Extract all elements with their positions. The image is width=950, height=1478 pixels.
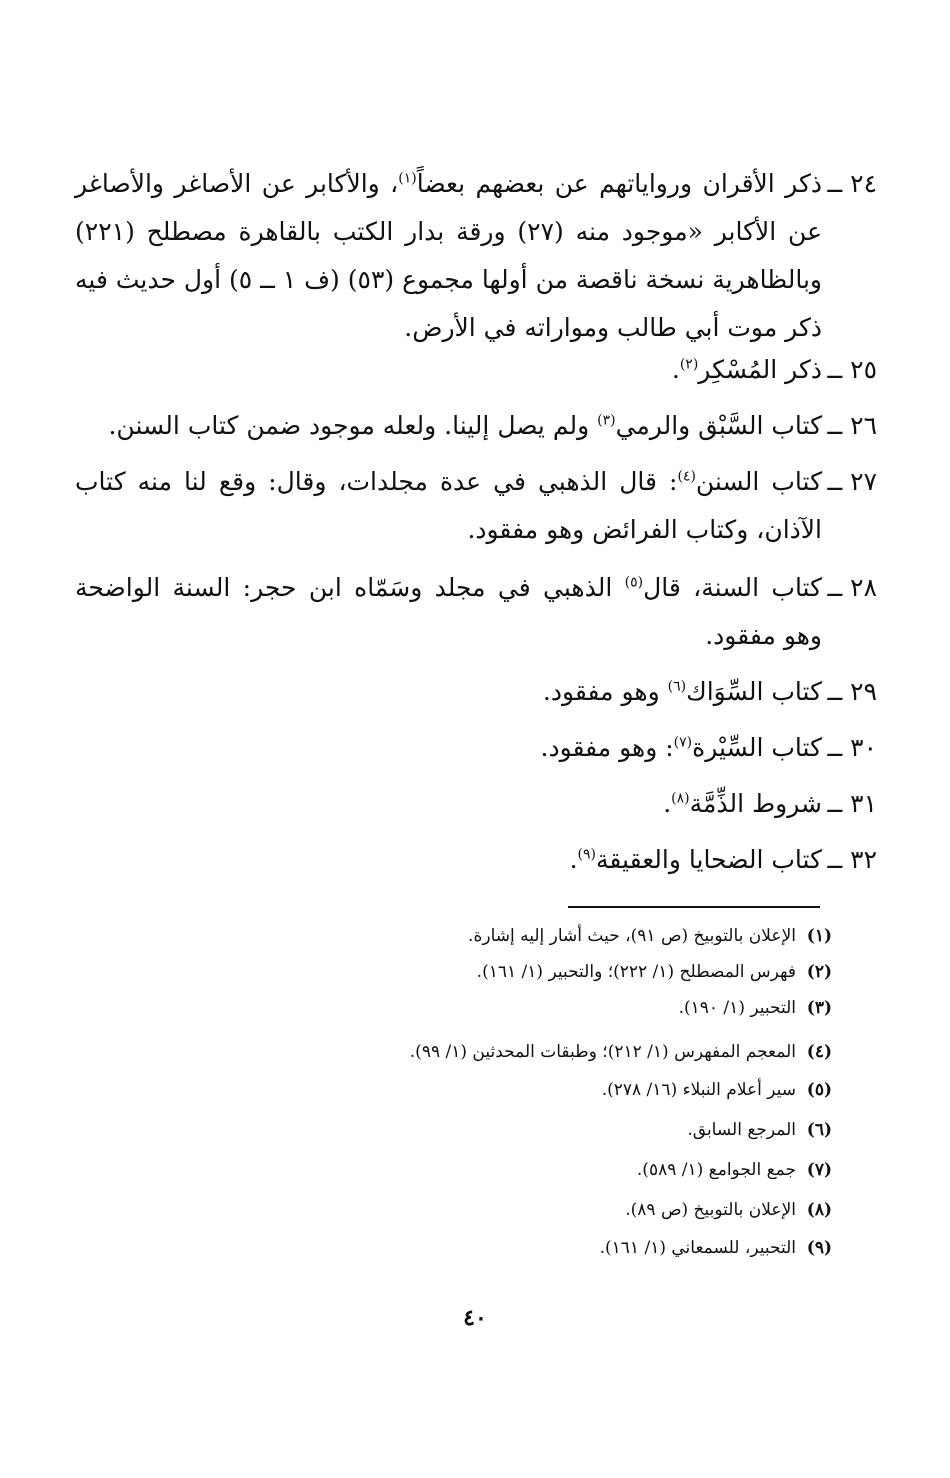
footnote-4: [410, 1040, 832, 1064]
entry-number: ٣١ ــ: [827, 789, 877, 818]
entry-number: ٢٩ ــ: [827, 677, 877, 706]
entry-text: كتاب السِّوَاك: [686, 677, 822, 706]
entry-number: ٢٤ ــ: [827, 169, 877, 198]
footnote-text: التحبير، للسمعاني (١/ ١٦١).: [599, 1238, 796, 1258]
entry-text: كتاب السنن: [695, 467, 822, 496]
entry-text: كتاب السِّيْرة: [692, 733, 822, 762]
footnote-ref: (٣): [597, 412, 616, 429]
footnote-text: المعجم المفهرس (١/ ٢١٢)؛ وطبقات المحدثين (١/ ٩٩).: [409, 1042, 796, 1062]
entry-number: ٣٢ ــ: [827, 845, 877, 874]
footnote-number: (٤): [806, 1042, 832, 1062]
entry-31: [75, 780, 877, 828]
entry-27: [75, 458, 877, 554]
entry-text-cont: وهو مفقود.: [542, 677, 668, 706]
footnote-number: (٧): [806, 1160, 832, 1180]
footnote-number: (٩): [806, 1238, 832, 1258]
entry-text-cont: .: [663, 789, 672, 818]
footnote-ref: (١): [398, 170, 417, 187]
footnote-2: [477, 960, 832, 984]
footnote-number: (٦): [806, 1120, 832, 1140]
footnote-number: (٣): [806, 998, 832, 1018]
footnote-text: جمع الجوامع (١/ ٥٨٩).: [636, 1160, 796, 1180]
entry-text: كتاب السنة، قال: [643, 573, 823, 602]
entry-number: ٢٦ ــ: [827, 411, 877, 440]
entry-text: شروط الذِّمَّة: [689, 789, 822, 818]
footnote-ref: (٩): [577, 846, 596, 863]
footnote-6: [687, 1118, 832, 1142]
entry-number: ٢٥ ــ: [827, 355, 877, 384]
footnote-divider: [568, 906, 820, 908]
footnote-8: [625, 1198, 832, 1222]
entry-32: [75, 836, 877, 884]
footnote-number: (٥): [806, 1080, 832, 1100]
entry-text: ذكر الأقران ورواياتهم عن بعضهم بعضاً: [416, 169, 822, 198]
footnote-number: (٢): [806, 962, 832, 982]
entry-text-cont: : وهو مفقود.: [540, 733, 674, 762]
entry-25: [75, 346, 877, 394]
entry-text: كتاب السَّبْق والرمي: [615, 411, 822, 440]
footnote-ref: (٥): [624, 574, 644, 591]
entry-number: ٣٠ ــ: [827, 733, 877, 762]
entry-28: [75, 564, 877, 660]
footnote-text: المرجع السابق.: [687, 1120, 796, 1140]
entry-text-cont: ، والأكابر عن الأصاغر والأصاغر عن الأكابر «موجود منه (٢٧) ورقة بدار الكتب بالقاهرة مصطلح (٢٢١) وبالظاهرية نسخة ناقصة من أولها مجموع (٥٣) (ف ١ ــ ٥) أول حديث فيه ذكر موت أبي طالب ومواراته في الأرض.: [75, 169, 822, 342]
entry-text: ذكر المُسْكِر: [698, 355, 822, 384]
footnote-9: [600, 1236, 832, 1260]
footnote-3: [679, 996, 832, 1020]
footnote-number: (١): [806, 926, 832, 946]
page-number: ٤٠: [463, 1305, 487, 1331]
footnote-text: التحبير (١/ ١٩٠).: [678, 998, 796, 1018]
entry-26: [75, 402, 877, 450]
footnote-1: [468, 924, 832, 948]
footnote-ref: (٤): [677, 468, 696, 485]
entry-text-cont: الذهبي في مجلد وسَمّاه ابن حجر: السنة الواضحة وهو مفقود.: [75, 573, 822, 650]
footnote-5: [602, 1078, 832, 1102]
footnote-ref: (٦): [667, 678, 687, 695]
entry-24: [75, 160, 877, 352]
entry-number: ٢٨ ــ: [827, 573, 877, 602]
entry-text: كتاب الضحايا والعقيقة: [595, 845, 822, 874]
footnote-ref: (٢): [679, 356, 699, 373]
footnote-text: فهرس المصطلح (١/ ٢٢٢)؛ والتحبير (١/ ١٦١).: [476, 962, 796, 982]
entry-29: [75, 668, 877, 716]
entry-text-cont: : قال الذهبي في عدة مجلدات، وقال: وقع لنا منه كتاب الآذان، وكتاب الفرائض وهو مفقود.: [75, 467, 822, 544]
entry-text-cont: .: [671, 355, 680, 384]
entry-number: ٢٧ ــ: [827, 467, 877, 496]
footnote-text: الإعلان بالتوبيخ (ص ٨٩).: [625, 1200, 796, 1220]
footnote-ref: (٨): [671, 790, 690, 807]
footnote-text: سير أعلام النبلاء (١٦/ ٢٧٨).: [601, 1080, 796, 1100]
footnote-text: الإعلان بالتوبيخ (ص ٩١)، حيث أشار إليه إشارة.: [468, 926, 796, 946]
entry-text-cont: .: [569, 845, 578, 874]
footnote-ref: (٧): [673, 734, 693, 751]
footnote-number: (٨): [806, 1200, 832, 1220]
entry-30: [75, 724, 877, 772]
footnote-7: [637, 1158, 832, 1182]
entry-text-cont: ولم يصل إلينا. ولعله موجود ضمن كتاب السنن.: [108, 411, 598, 440]
